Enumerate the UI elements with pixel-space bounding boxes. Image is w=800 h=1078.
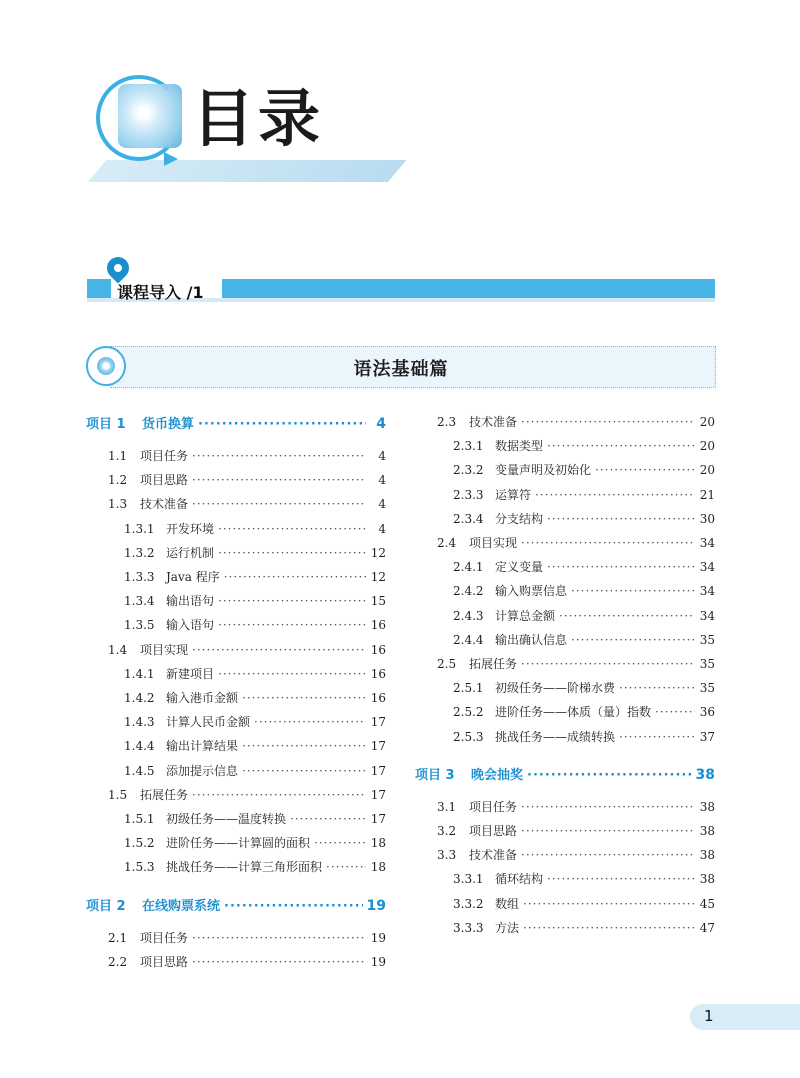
toc-leader-dots bbox=[521, 657, 695, 671]
toc-entry-number: 1.5.2 bbox=[124, 836, 155, 851]
toc-entry[interactable] bbox=[108, 447, 386, 464]
toc-entry[interactable] bbox=[437, 534, 715, 551]
toc-entry-number: 项目 1 bbox=[86, 417, 126, 432]
toc-entry-number: 2.5 bbox=[437, 657, 457, 671]
section-title: 语法基础篇 bbox=[353, 359, 449, 380]
toc-project-entry[interactable] bbox=[415, 764, 715, 783]
toc-entry-label: 项目任务 bbox=[140, 930, 189, 945]
toc-page-number: 38 bbox=[695, 766, 715, 783]
toc-entry-label: 项目思路 bbox=[469, 824, 518, 838]
toc-entry[interactable] bbox=[453, 631, 715, 648]
toc-page-number: 12 bbox=[370, 570, 386, 584]
toc-entry[interactable] bbox=[124, 858, 386, 875]
toc-entry[interactable] bbox=[453, 486, 715, 503]
toc-entry-label: 输出计算结果 bbox=[166, 739, 239, 754]
toc-page-number: 4 bbox=[378, 449, 386, 463]
toc-page-number: 34 bbox=[699, 560, 715, 575]
toc-project-entry[interactable] bbox=[86, 413, 386, 432]
toc-leader-dots bbox=[619, 730, 695, 744]
toc-page-number: 17 bbox=[370, 787, 386, 802]
toc-entry-label: 循环结构 bbox=[495, 872, 544, 887]
toc-entry[interactable] bbox=[453, 437, 715, 454]
toc-entry[interactable] bbox=[124, 520, 386, 537]
toc-page-number: 35 bbox=[699, 681, 715, 696]
toc-entry-label: Java 程序 bbox=[166, 570, 220, 584]
toc-entry[interactable] bbox=[453, 728, 715, 745]
toc-project-entry[interactable] bbox=[86, 895, 386, 914]
toc-leader-dots bbox=[521, 824, 695, 838]
toc-leader-dots bbox=[224, 570, 366, 584]
toc-entry-label: 运行机制 bbox=[166, 545, 215, 560]
toc-entry-number: 1.1 bbox=[108, 449, 128, 463]
toc-page-number: 19 bbox=[370, 930, 386, 945]
toc-leader-dots bbox=[559, 609, 695, 623]
toc-entry[interactable] bbox=[437, 413, 715, 430]
toc-entry-label: 项目任务 bbox=[140, 449, 189, 463]
toc-page-number: 17 bbox=[370, 739, 386, 754]
toc-leader-dots bbox=[242, 691, 366, 705]
toc-entry[interactable] bbox=[124, 834, 386, 851]
toc-leader-dots bbox=[218, 546, 366, 560]
page-number-tab bbox=[690, 1004, 800, 1030]
toc-entry-number: 1.3.5 bbox=[124, 618, 155, 633]
toc-entry-label: 初级任务——阶梯水费 bbox=[495, 681, 616, 696]
page-number: 1 bbox=[704, 1007, 714, 1025]
toc-page-number: 12 bbox=[370, 545, 386, 560]
toc-page-number: 38 bbox=[699, 799, 715, 814]
toc-entry[interactable] bbox=[108, 495, 386, 512]
toc-entry-label: 输入购票信息 bbox=[495, 584, 568, 599]
toc-leader-dots bbox=[192, 473, 366, 487]
toc-page-number: 20 bbox=[699, 415, 715, 429]
toc-page-number: 16 bbox=[370, 691, 386, 705]
toc-entry-number: 2.2 bbox=[108, 954, 128, 969]
toc-leader-dots bbox=[224, 899, 363, 914]
toc-entry-label: 项目思路 bbox=[140, 473, 189, 488]
toc-entry[interactable] bbox=[453, 558, 715, 575]
toc-entry-label: 运算符 bbox=[495, 487, 532, 502]
toc-page-number: 35 bbox=[699, 632, 715, 647]
toc-entry-label: 项目实现 bbox=[469, 536, 518, 550]
toc-entry-label: 输出确认信息 bbox=[495, 632, 568, 647]
toc-entry-label: 技术准备 bbox=[469, 415, 518, 429]
toc-entry-number: 2.4.1 bbox=[453, 560, 484, 575]
toc-entry[interactable] bbox=[124, 689, 386, 706]
toc-page-number: 21 bbox=[699, 487, 715, 502]
toc-entry-number: 1.3 bbox=[108, 497, 128, 512]
title-block bbox=[88, 70, 388, 188]
toc-entry-number: 2.3 bbox=[437, 415, 457, 429]
toc-entry-label: 新建项目 bbox=[166, 666, 215, 681]
toc-entry-label: 拓展任务 bbox=[469, 657, 518, 671]
toc-entry-label: 分支结构 bbox=[495, 511, 544, 526]
toc-leader-dots bbox=[242, 739, 366, 753]
toc-page-number: 45 bbox=[699, 896, 715, 911]
toc-entry-number: 项目 3 bbox=[415, 767, 455, 783]
toc-entry-number: 2.4.3 bbox=[453, 608, 484, 623]
toc-leader-dots bbox=[655, 705, 695, 719]
toc-entry-number: 1.2 bbox=[108, 473, 128, 488]
toc-entry-label: 进阶任务——体质（量）指数 bbox=[495, 705, 652, 720]
toc-leader-dots bbox=[218, 618, 366, 632]
toc-entry[interactable] bbox=[124, 544, 386, 561]
toc-page-number: 47 bbox=[699, 920, 715, 935]
toc-leader-dots bbox=[527, 768, 692, 783]
title-underline-bar bbox=[88, 160, 406, 182]
toc-entry-label: 项目任务 bbox=[469, 799, 518, 814]
toc-page-number: 19 bbox=[370, 954, 386, 969]
toc-leader-dots bbox=[523, 897, 695, 911]
toc-page-number: 20 bbox=[699, 439, 715, 454]
toc-leader-dots bbox=[326, 860, 366, 874]
toc-entry[interactable] bbox=[453, 895, 715, 912]
toc-leader-dots bbox=[192, 449, 366, 463]
toc-entry[interactable] bbox=[453, 870, 715, 887]
toc-entry-number: 1.3.2 bbox=[124, 545, 155, 560]
toc-entry[interactable] bbox=[108, 641, 386, 658]
toc-leader-dots bbox=[619, 681, 695, 695]
toc-leader-dots bbox=[218, 594, 366, 608]
toc-leader-dots bbox=[571, 633, 695, 647]
toc-entry-label: 拓展任务 bbox=[140, 787, 189, 802]
toc-leader-dots bbox=[521, 536, 695, 550]
toc-page-number: 17 bbox=[370, 812, 386, 826]
toc-entry-label: 输入语句 bbox=[166, 618, 215, 633]
toc-page-number: 17 bbox=[370, 763, 386, 778]
toc-entry-number: 2.5.3 bbox=[453, 729, 484, 744]
toc-entry-number: 1.4 bbox=[108, 642, 128, 657]
toc-leader-dots bbox=[218, 667, 366, 681]
toc-leader-dots bbox=[521, 848, 695, 862]
toc-page-number: 4 bbox=[378, 521, 386, 536]
toc-entry-label: 添加提示信息 bbox=[166, 763, 239, 778]
toc-page-number: 34 bbox=[699, 608, 715, 623]
toc-entry[interactable] bbox=[437, 798, 715, 815]
toc-entry-number: 2.4.2 bbox=[453, 584, 484, 599]
toc-entry-label: 货币换算 bbox=[142, 417, 195, 432]
toc-entry-label: 挑战任务——计算三角形面积 bbox=[166, 860, 323, 875]
toc-page-number: 17 bbox=[370, 715, 386, 730]
toc-entry[interactable] bbox=[453, 703, 715, 720]
toc-entry-label: 晚会抽奖 bbox=[471, 767, 524, 783]
intro-bar bbox=[222, 279, 715, 298]
toc-entry-number: 1.5.1 bbox=[124, 812, 155, 826]
toc-entry[interactable] bbox=[124, 737, 386, 754]
toc-entry[interactable] bbox=[453, 582, 715, 599]
toc-leader-dots bbox=[523, 921, 695, 935]
toc-page-number: 30 bbox=[699, 511, 715, 526]
toc-leader-dots bbox=[218, 522, 366, 536]
title-tech-image bbox=[118, 84, 182, 148]
toc-page-number: 16 bbox=[370, 642, 386, 657]
toc-entry[interactable] bbox=[124, 810, 386, 827]
toc-page-number: 36 bbox=[699, 705, 715, 720]
toc-entry[interactable] bbox=[124, 713, 386, 730]
toc-leader-dots bbox=[192, 955, 366, 969]
toc-leader-dots bbox=[192, 643, 366, 657]
toc-entry-number: 1.4.2 bbox=[124, 691, 155, 705]
toc-entry[interactable] bbox=[453, 510, 715, 527]
toc-entry[interactable] bbox=[453, 461, 715, 478]
toc-entry-number: 3.3 bbox=[437, 848, 457, 863]
toc-entry-number: 3.3.2 bbox=[453, 896, 484, 911]
toc-page-number: 4 bbox=[376, 416, 386, 432]
toc-entry-label: 输入港币金额 bbox=[166, 691, 239, 705]
toc-entry-number: 1.4.3 bbox=[124, 715, 155, 730]
toc-entry[interactable] bbox=[437, 846, 715, 863]
toc-page-number: 18 bbox=[370, 836, 386, 851]
toc-page-number: 4 bbox=[378, 473, 386, 488]
toc-entry-label: 技术准备 bbox=[140, 497, 189, 512]
toc-leader-dots bbox=[547, 872, 695, 886]
toc-leader-dots bbox=[192, 788, 366, 802]
toc-entry-label: 技术准备 bbox=[469, 848, 518, 863]
toc-entry-number: 1.3.4 bbox=[124, 594, 155, 609]
toc-page-number: 38 bbox=[699, 848, 715, 863]
toc-page-number: 35 bbox=[699, 657, 715, 671]
toc-page-number: 19 bbox=[366, 897, 386, 914]
toc-entry-number: 2.1 bbox=[108, 930, 128, 945]
toc-entry[interactable] bbox=[124, 616, 386, 633]
toc-entry-number: 1.4.5 bbox=[124, 763, 155, 778]
toc-entry[interactable] bbox=[124, 665, 386, 682]
toc-entry-number: 2.5.2 bbox=[453, 705, 484, 720]
toc-entry-label: 输出语句 bbox=[166, 594, 215, 609]
toc-entry[interactable] bbox=[437, 655, 715, 672]
toc-entry[interactable] bbox=[437, 822, 715, 839]
toc-page-number: 37 bbox=[699, 729, 715, 744]
intro-banner bbox=[87, 279, 715, 305]
toc-leader-dots bbox=[254, 715, 366, 729]
toc-entry-label: 数据类型 bbox=[495, 439, 544, 454]
toc-entry-number: 1.4.4 bbox=[124, 739, 155, 754]
toc-entry-label: 进阶任务——计算圆的面积 bbox=[166, 836, 311, 851]
toc-page-number: 38 bbox=[699, 872, 715, 887]
intro-tab bbox=[87, 279, 111, 298]
toc-entry[interactable] bbox=[453, 607, 715, 624]
toc-leader-dots bbox=[314, 836, 366, 850]
toc-entry-label: 项目思路 bbox=[140, 954, 189, 969]
toc-entry-number: 1.5.3 bbox=[124, 860, 155, 875]
toc-page-number: 38 bbox=[699, 824, 715, 838]
toc-leader-dots bbox=[547, 439, 695, 453]
toc-leader-dots bbox=[595, 463, 695, 477]
toc-entry-number: 3.1 bbox=[437, 799, 457, 814]
toc-entry-label: 项目实现 bbox=[140, 642, 189, 657]
toc-page-number: 15 bbox=[370, 594, 386, 609]
toc-entry-number: 1.3.1 bbox=[124, 521, 155, 536]
toc-entry-label: 开发环境 bbox=[166, 521, 215, 536]
toc-page-number: 34 bbox=[699, 536, 715, 550]
toc-leader-dots bbox=[198, 417, 366, 432]
toc-entry-label: 挑战任务——成绩转换 bbox=[495, 729, 616, 744]
toc-entry-label: 定义变量 bbox=[495, 560, 544, 575]
toc-leader-dots bbox=[521, 415, 695, 429]
toc-entry-label: 计算人民币金额 bbox=[166, 715, 251, 730]
toc-page-number: 16 bbox=[370, 666, 386, 681]
toc-entry-number: 2.4 bbox=[437, 536, 457, 550]
toc-entry-number: 3.3.1 bbox=[453, 872, 484, 887]
toc-entry[interactable] bbox=[124, 762, 386, 779]
toc-entry-number: 3.2 bbox=[437, 824, 457, 838]
toc-page-number: 4 bbox=[378, 497, 386, 512]
toc-entry[interactable] bbox=[108, 471, 386, 488]
toc-entry-number: 2.3.3 bbox=[453, 487, 484, 502]
toc-leader-dots bbox=[535, 488, 695, 502]
toc-page-number: 34 bbox=[699, 584, 715, 599]
section-banner bbox=[86, 346, 716, 388]
toc-leader-dots bbox=[290, 812, 366, 826]
toc-leader-dots bbox=[547, 560, 695, 574]
toc-entry-label: 数组 bbox=[495, 896, 520, 911]
toc-entry-number: 2.5.1 bbox=[453, 681, 484, 696]
title-arrow-icon bbox=[164, 152, 178, 166]
toc-entry-number: 2.3.2 bbox=[453, 463, 484, 478]
toc-entry-label: 在线购票系统 bbox=[142, 898, 221, 914]
toc-entry-number: 2.3.4 bbox=[453, 511, 484, 526]
toc-page-number: 18 bbox=[370, 860, 386, 875]
intro-link[interactable]: 课程导入 /1 bbox=[117, 283, 204, 302]
toc-leader-dots bbox=[192, 931, 366, 945]
toc-page-number: 16 bbox=[370, 618, 386, 633]
toc-entry-label: 变量声明及初始化 bbox=[495, 463, 592, 478]
toc-leader-dots bbox=[547, 512, 695, 526]
toc-entry[interactable] bbox=[108, 929, 386, 946]
toc-leader-dots bbox=[242, 764, 366, 778]
toc-entry-number: 3.3.3 bbox=[453, 920, 484, 935]
toc-leader-dots bbox=[521, 800, 695, 814]
toc-page-number: 20 bbox=[699, 463, 715, 478]
toc-entry[interactable] bbox=[453, 679, 715, 696]
toc-entry-number: 2.4.4 bbox=[453, 632, 484, 647]
toc-entry-label: 计算总金额 bbox=[495, 608, 556, 623]
page-title: 目录 bbox=[192, 82, 325, 155]
toc-leader-dots bbox=[571, 584, 695, 598]
toc-entry-number: 2.3.1 bbox=[453, 439, 484, 454]
toc-entry-label: 初级任务——温度转换 bbox=[166, 812, 287, 826]
toc-entry[interactable] bbox=[108, 786, 386, 803]
toc-entry[interactable] bbox=[124, 592, 386, 609]
toc-entry-number: 1.5 bbox=[108, 787, 128, 802]
toc-entry[interactable] bbox=[124, 568, 386, 585]
toc-entry-label: 方法 bbox=[495, 920, 520, 935]
toc-entry[interactable] bbox=[108, 953, 386, 970]
toc-entry-number: 1.3.3 bbox=[124, 570, 155, 584]
toc-entry-number: 1.4.1 bbox=[124, 666, 155, 681]
toc-entry-number: 项目 2 bbox=[86, 898, 126, 914]
toc-leader-dots bbox=[192, 497, 366, 511]
toc-entry[interactable] bbox=[453, 919, 715, 936]
